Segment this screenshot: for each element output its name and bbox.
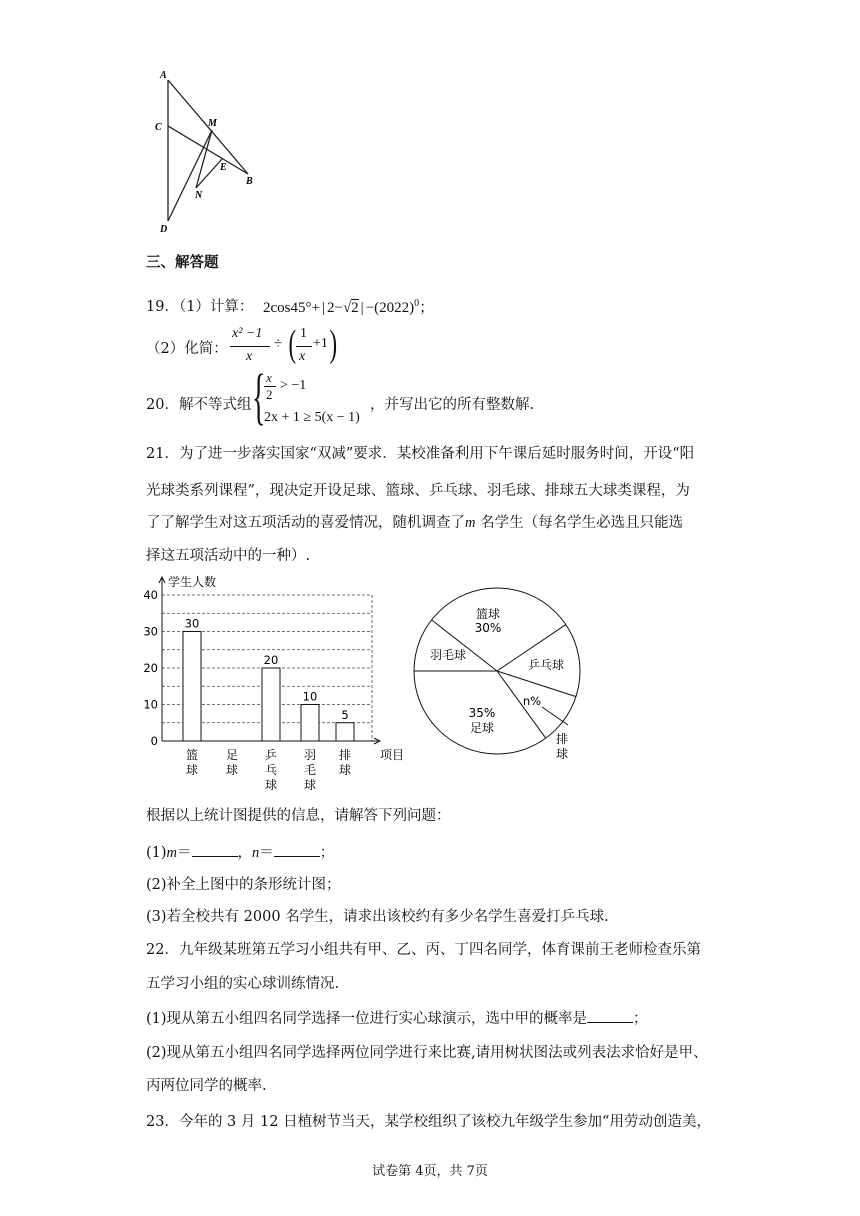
category-label: 球 — [303, 778, 317, 792]
point-label-e: E — [220, 162, 227, 173]
abs-bar-left: | — [321, 300, 325, 316]
y-axis-label: 学生人数 — [168, 575, 217, 589]
end-mark: ； — [633, 1011, 648, 1027]
point-label-b: B — [246, 176, 253, 187]
point-label-a: A — [160, 70, 167, 81]
pie-slice-label: 排 — [555, 732, 569, 746]
q21-sub-1 — [146, 842, 334, 863]
equals: ＝ — [177, 845, 192, 861]
pie-slice-label: 羽毛球 — [429, 648, 467, 662]
q20-label: 20．解不等式组 — [146, 397, 252, 413]
answer-blank-m[interactable] — [192, 842, 238, 857]
answer-blank-probability[interactable] — [587, 1008, 633, 1023]
q22-sub-2-line-1: (2)现从第五小组四名同学选择两位同学进行来比赛,请用树状图法或列表法求恰好是甲、 — [146, 1045, 708, 1061]
bar — [301, 705, 319, 742]
left-paren: ( — [288, 323, 297, 365]
category-label: 球 — [225, 763, 239, 777]
point-label-c: C — [155, 122, 162, 133]
section-heading: 三、解答题 — [146, 255, 219, 271]
ineq1-rest: > −1 — [280, 378, 307, 393]
fraction-numerator: x² −1 — [232, 326, 263, 341]
brace: { — [252, 363, 266, 431]
bar-value-label: 10 — [302, 689, 318, 704]
q20-system — [252, 363, 362, 432]
category-label: 排 — [338, 748, 352, 762]
bar-value-label: 30 — [184, 616, 200, 631]
q21-line-1: 21．为了进一步落实国家“双减”要求．某校准备利用下午课后延时服务时间，开设“阳 — [146, 446, 695, 462]
expr-end: ； — [419, 300, 435, 316]
q21-line-3-text: 了了解学生对这五项活动的喜爱情况，随机调查了 — [146, 515, 465, 531]
ineq2: 2x + 1 ≥ 5(x − 1) — [264, 410, 360, 425]
point-label-n: N — [195, 190, 203, 201]
q21-instructions: 根据以上统计图提供的信息，请解答下列问题： — [146, 808, 451, 824]
sub-number: (1) — [146, 845, 167, 861]
var-m: m — [465, 515, 476, 531]
q21-line-3-tail: 名学生（每名学生必选且只能选 — [475, 515, 684, 531]
bar — [262, 668, 280, 741]
category-label: 乓 — [264, 763, 278, 777]
q19-number: 19． — [146, 299, 179, 315]
inner-plus-one: +1 — [313, 336, 328, 351]
expr-part: 2− — [326, 300, 343, 316]
geometry-diagram — [150, 68, 270, 238]
category-label: 球 — [338, 763, 352, 777]
inner-denominator: x — [299, 349, 306, 364]
right-paren: ) — [329, 323, 338, 365]
category-label: 球 — [264, 778, 278, 792]
q21-sub-2: (2)补全上图中的条形统计图； — [146, 877, 341, 893]
var-m: m — [166, 845, 178, 861]
separator: ， — [237, 845, 253, 861]
y-tick-label: 0 — [150, 734, 158, 748]
inner-fraction-bar — [296, 346, 312, 347]
exponent: 0 — [414, 298, 420, 309]
var-n: n — [252, 845, 260, 861]
answer-blank-n[interactable] — [274, 842, 320, 857]
category-label: 篮 — [185, 748, 199, 762]
bar-value-label: 5 — [341, 707, 349, 722]
bar-value-label: 20 — [263, 653, 279, 667]
bar-chart-svg — [140, 572, 410, 797]
q19-part1-label: （1）计算： — [178, 299, 254, 315]
q22-sub-2-line-2: 丙两位同学的概率. — [146, 1078, 267, 1094]
pie-slice-label: 乒乓球 — [527, 658, 565, 672]
q21-line-4: 择这五项活动中的一种）. — [146, 548, 311, 564]
ineq1-denominator: 2 — [266, 387, 273, 402]
fraction-denominator: x — [246, 349, 253, 364]
q19-part2-label: （2）化简： — [146, 341, 228, 357]
bar — [336, 723, 354, 741]
q19-part2-expression — [230, 324, 340, 370]
pie-chart-svg — [410, 585, 590, 765]
q22-sub-1-text: (1)现从第五小组四名同学选择一位进行实心球演示，选中甲的概率是 — [146, 1011, 588, 1027]
category-label: 羽 — [303, 748, 317, 762]
pie-slice-label: 球 — [555, 747, 569, 761]
expr-part: −(2022) — [365, 300, 415, 316]
q19-part1 — [146, 297, 253, 317]
geometry-figure — [150, 68, 270, 238]
bar — [183, 632, 201, 742]
pie-chart — [410, 585, 590, 765]
category-label: 球 — [185, 763, 199, 777]
inner-numerator: 1 — [300, 326, 307, 341]
point-label-m: M — [208, 118, 217, 129]
page-footer: 试卷第 4页，共 7页 — [372, 1164, 488, 1179]
x-axis-label: 项目 — [380, 748, 405, 762]
category-label: 乒 — [264, 748, 278, 762]
y-tick-label: 30 — [143, 624, 158, 639]
q22-sub-1 — [146, 1008, 648, 1029]
q19-part1-expression — [263, 296, 434, 317]
pie-slice-label: 篮球 — [475, 607, 501, 621]
pie-value-label: 30% — [474, 621, 502, 635]
fraction-bar — [230, 346, 270, 347]
expr-part: 2cos45°+ — [263, 300, 320, 316]
sqrt-symbol: √ — [342, 300, 352, 316]
bar-chart — [140, 572, 410, 797]
point-label-d: D — [160, 224, 168, 235]
q21-line-2: 光球类系列课程”，现决定开设足球、篮球、乒乓球、羽毛球、排球五大球类课程，为 — [146, 483, 690, 499]
q21-line-3 — [146, 513, 683, 533]
y-tick-label: 20 — [143, 661, 158, 675]
abs-bar-right: | — [360, 300, 364, 316]
sqrt-content: 2 — [351, 300, 359, 316]
end-mark: ； — [319, 845, 335, 861]
q21-sub-3: (3)若全校共有 2000 名学生，请求出该校约有多少名学生喜爱打乒乓球. — [146, 909, 609, 925]
equals: ＝ — [259, 845, 274, 861]
y-tick-label: 10 — [143, 697, 158, 712]
ineq1-numerator: x — [266, 370, 272, 385]
y-tick-label: 40 — [143, 588, 158, 602]
q23-line-1: 23．今年的 3 月 12 日植树节当天，某学校组织了该校九年级学生参加“用劳动创造美， — [146, 1114, 711, 1130]
divide-sign: ÷ — [274, 336, 283, 352]
pie-slice-label: 足球 — [469, 721, 495, 735]
q22-line-1: 22．九年级某班第五学习小组共有甲、乙、丙、丁四名同学，体育课前王老师检查乐第 — [146, 942, 701, 958]
category-label: 足 — [225, 748, 239, 762]
pie-value-label: n% — [522, 694, 542, 708]
pie-value-label: 35% — [468, 706, 496, 720]
q22-line-2: 五学习小组的实心球训练情况. — [146, 976, 340, 992]
q20-tail: ，并写出它的所有整数解. — [370, 397, 535, 413]
category-label: 毛 — [303, 763, 317, 777]
